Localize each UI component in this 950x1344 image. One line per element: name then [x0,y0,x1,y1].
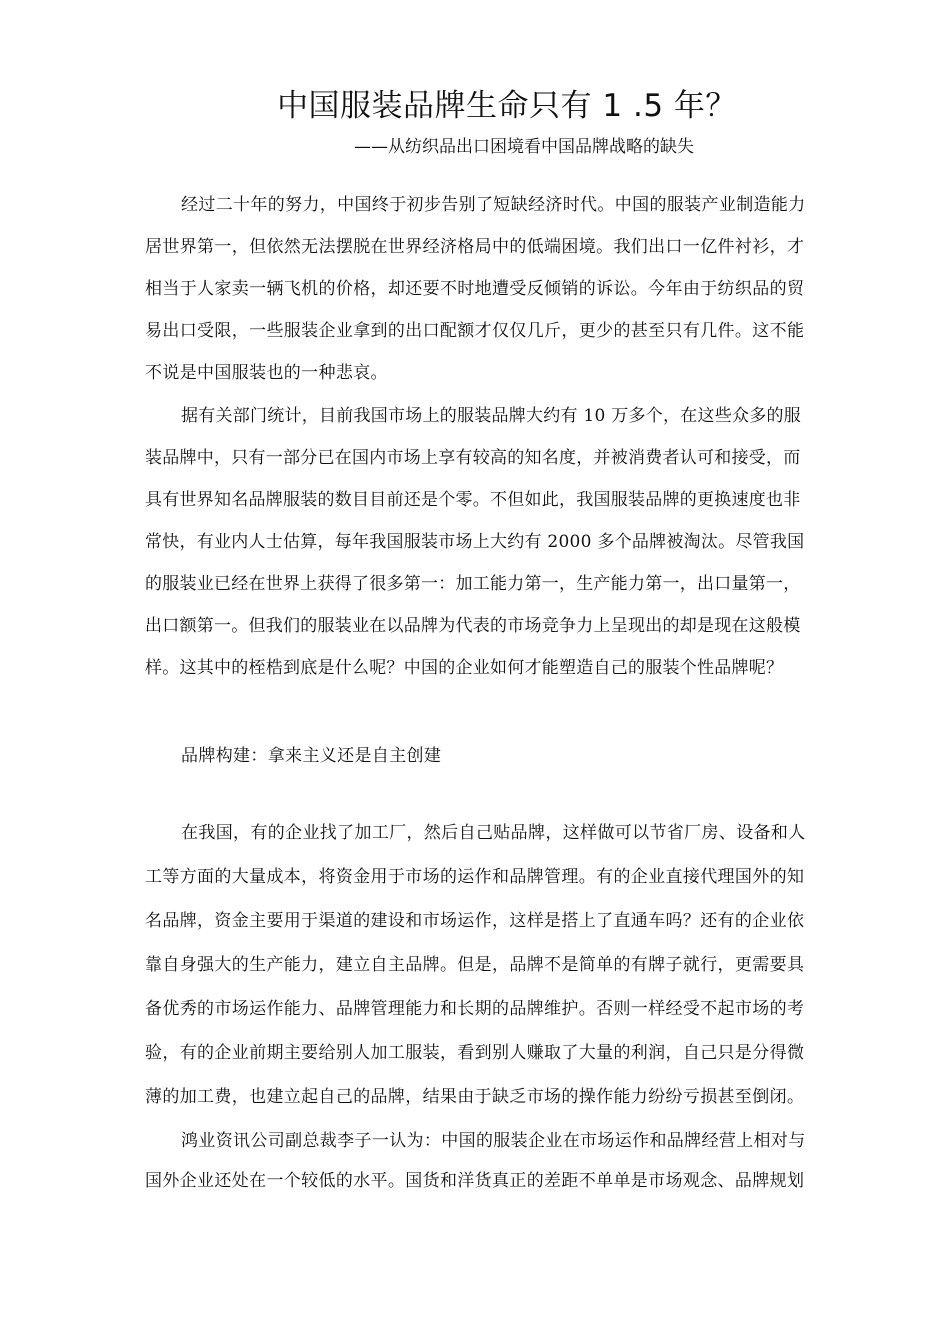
paragraph-2-line-4: 常快，有业内人士估算，每年我国服装市场上大约有 2000 多个品牌被淘汰。尽管我国 [145,532,805,552]
paragraph-2-line-6: 出口额第一。但我们的服装业在以品牌为代表的市场竞争力上呈现出的却是现在这般模 [145,616,801,636]
paragraph-2-line-2: 装品牌中，只有一部分已在国内市场上享有较高的知名度，并被消费者认可和接受，而 [145,448,801,468]
paragraph-4-line-1: 鸿业资讯公司副总裁李子一认为：中国的服装企业在市场运作和品牌经营上相对与 [181,1131,806,1151]
paragraph-2-line-3: 具有世界知名品牌服装的数目目前还是个零。不但如此，我国服装品牌的更换速度也非 [145,490,801,510]
paragraph-3-line-6: 验，有的企业前期主要给别人加工服装，看到别人赚取了大量的利润，自己只是分得微 [145,1043,805,1063]
paragraph-2-line-5: 的服装业已经在世界上获得了很多第一：加工能力第一，生产能力第一，出口量第一， [145,574,801,594]
paragraph-3-line-1: 在我国，有的企业找了加工厂，然后自己贴品牌，这样做可以节省厂房、设备和人 [181,823,806,843]
paragraph-2-line-1: 据有关部门统计，目前我国市场上的服装品牌大约有 10 万多个，在这些众多的服 [181,406,801,426]
paragraph-1-line-4: 易出口受限，一些服装企业拿到的出口配额才仅仅几斤，更少的甚至只有几件。这不能 [145,321,805,341]
paragraph-3-line-7: 薄的加工费，也建立起自己的品牌，结果由于缺乏市场的操作能力纷纷亏损甚至倒闭。 [145,1087,805,1107]
paragraph-1-line-1: 经过二十年的努力，中国终于初步告别了短缺经济时代。中国的服装产业制造能力 [181,195,806,215]
paragraph-3-line-3: 名品牌，资金主要用于渠道的建设和市场运作，这样是搭上了直通车吗？还有的企业依 [145,911,805,931]
paragraph-3-line-5: 备优秀的市场运作能力、品牌管理能力和长期的品牌维护。否则一样经受不起市场的考 [145,999,805,1019]
paragraph-1-line-3: 相当于人家卖一辆飞机的价格，却还要不时地遭受反倾销的诉讼。今年由于纺织品的贸 [145,279,805,299]
paragraph-1-line-5: 不说是中国服装也的一种悲哀。 [145,363,388,383]
paragraph-2-line-7: 样。这其中的桎梏到底是什么呢？中国的企业如何才能塑造自己的服装个性品牌呢？ [145,658,784,678]
paragraph-1-line-2: 居世界第一，但依然无法摆脱在世界经济格局中的低端困境。我们出口一亿件衬衫，才 [145,237,805,257]
paragraph-4-line-2: 国外企业还处在一个较低的水平。国货和洋货真正的差距不单单是市场观念、品牌规划 [145,1171,805,1191]
paragraph-3-line-2: 工等方面的大量成本，将资金用于市场的运作和品牌管理。有的企业直接代理国外的知 [145,867,805,887]
document-title: 中国服装品牌生命只有 1 .5 年？ [277,88,737,124]
document-subtitle: ——从纺织品出口困境看中国品牌战略的缺失 [354,137,694,157]
paragraph-3-line-4: 靠自身强大的生产能力，建立自主品牌。但是，品牌不是简单的有牌子就行，更需要具 [145,955,805,975]
section-heading: 品牌构建：拿来主义还是自主创建 [181,746,442,766]
